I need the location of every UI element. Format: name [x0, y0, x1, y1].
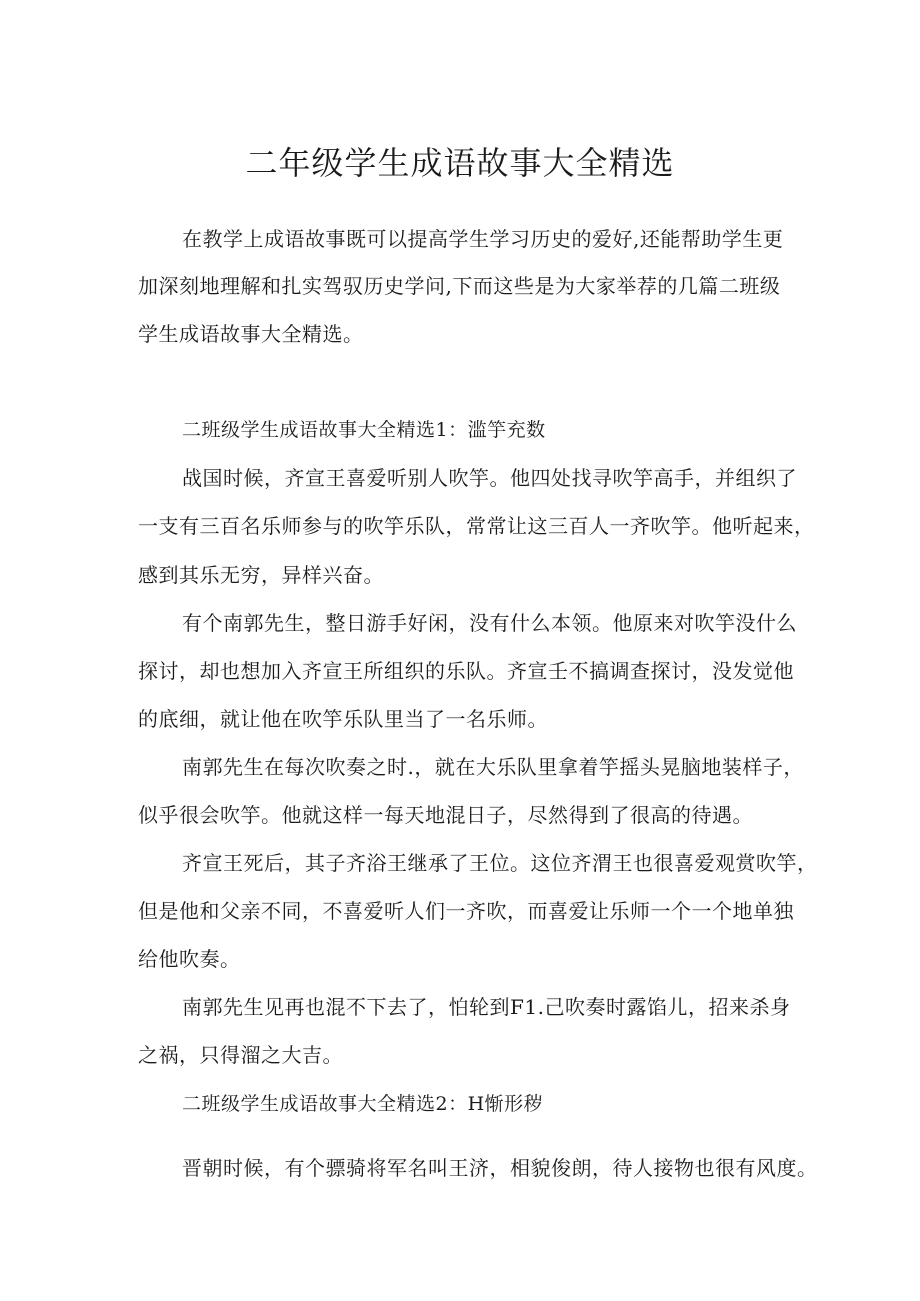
document-title: 二年级学生成语故事大全精选: [245, 144, 675, 182]
paragraph-line: 晋朝时候，有个骠骑将军名叫王济，相貌俊朗，待人接物也很有风度。: [182, 1156, 818, 1180]
paragraph-line: 南郭先生见再也混不下去了，怕轮到F1.己吹奏时露馅儿，招来杀身: [182, 995, 791, 1019]
intro-line: 学生成语故事大全精选。: [138, 322, 364, 346]
paragraph-line: 的底细，就让他在吹竽乐队里当了一名乐师。: [138, 707, 548, 731]
paragraph-line: 之祸，只得溜之大吉。: [138, 1043, 343, 1067]
paragraph-line: 似乎很会吹竽。他就这样一每天地混日子，尽然得到了很高的待遇。: [138, 803, 753, 827]
intro-line: 加深刻地理解和扎实驾驭历史学问,下而这些是为大家举荐的几篇二班级: [138, 274, 781, 298]
paragraph-line: 齐宣王死后，其子齐浴王继承了王位。这位齐渭王也很喜爱观赏吹竽，: [182, 851, 818, 875]
story2-heading: 二班级学生成语故事大全精选2：H惭形秽: [182, 1093, 544, 1115]
paragraph-line: 感到其乐无穷，异样兴奋。: [138, 563, 384, 587]
intro-line: 在教学上成语故事既可以提高学生学习历史的爱好,还能帮助学生更: [182, 227, 784, 251]
paragraph-line: 战国时候，齐宣王喜爱听别人吹竽。他四处找寻吹竽高手，并组织了: [182, 466, 797, 490]
paragraph-line: 有个南郭先生，整日游手好闲，没有什么本领。他原来对吹竽没什么: [182, 611, 797, 635]
paragraph-line: 给他吹奏。: [138, 947, 241, 971]
paragraph-line: 一支有三百名乐师参与的吹竽乐队，常常让这三百人一齐吹竽。他听起来，: [138, 514, 815, 538]
paragraph-line: 南郭先生在每次吹奏之时.，就在大乐队里拿着竽摇头晃脑地装样子，: [182, 755, 804, 779]
story1-heading: 二班级学生成语故事大全精选1：滥竽充数: [182, 419, 546, 441]
paragraph-line: 探讨，却也想加入齐宣王所组织的乐队。齐宣壬不搞调查探讨，没发觉他: [138, 659, 794, 683]
paragraph-line: 但是他和父亲不同，不喜爱听人们一齐吹，而喜爱让乐师一个一个地单独: [138, 899, 794, 923]
